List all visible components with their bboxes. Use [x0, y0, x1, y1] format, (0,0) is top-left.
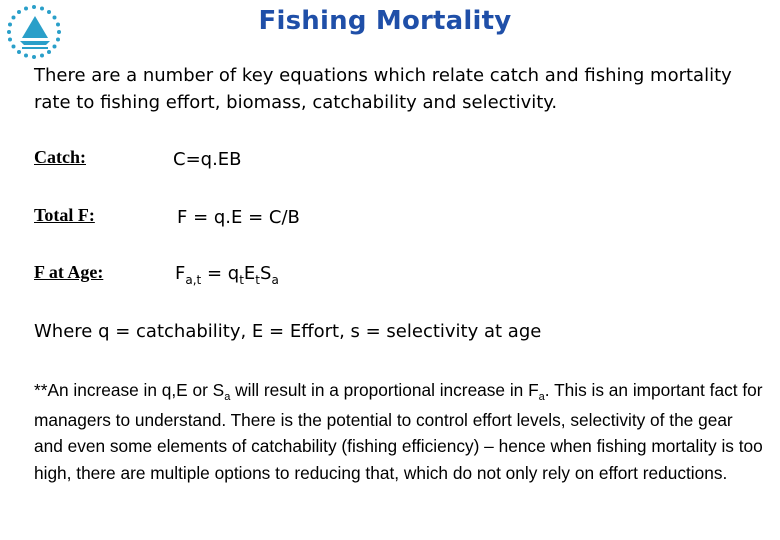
- page-title: Fishing Mortality: [258, 6, 512, 36]
- eq-sub-a: a: [271, 273, 279, 287]
- eq-f: F: [175, 263, 186, 284]
- catch-label: Catch:: [34, 147, 86, 167]
- eq-sub-t2: t: [255, 273, 260, 287]
- note-sub1: a: [224, 391, 231, 403]
- note-part1: **An increase in q,E or S: [34, 380, 225, 400]
- eq-sub-t1: t: [239, 273, 244, 287]
- intro-paragraph: There are a number of key equations which relate catch and fishing mortality rate to fishing effort, biomass, catchability and selectivity.: [34, 65, 732, 113]
- eq-s: S: [260, 263, 272, 284]
- f-at-age-equation: [175, 263, 279, 287]
- note-part2: will result in a proportional increase in F: [230, 380, 539, 400]
- note-part3: . This is an important fact for managers to understand. There is the potential to control effort levels, selectivity of the gear and even some elements of catchability (fishing efficiency) – hence when fishing mortality is too high, there are multiple options to reducing that, which do not only rely on effort reductions.: [34, 380, 763, 483]
- where-definitions: Where q = catchability, E = Effort, s = selectivity at age: [34, 321, 542, 342]
- note-paragraph: [34, 377, 764, 486]
- total-f-label: Total F:: [34, 205, 95, 225]
- total-f-equation: F = q.E = C/B: [177, 207, 300, 228]
- eq-e: E: [243, 263, 256, 284]
- eq-q: = q: [201, 263, 240, 284]
- eq-sub-at: a,t: [185, 273, 202, 287]
- f-at-age-label: F at Age:: [34, 262, 104, 282]
- note-sub2: a: [538, 391, 545, 403]
- catch-equation: C=q.EB: [173, 149, 242, 170]
